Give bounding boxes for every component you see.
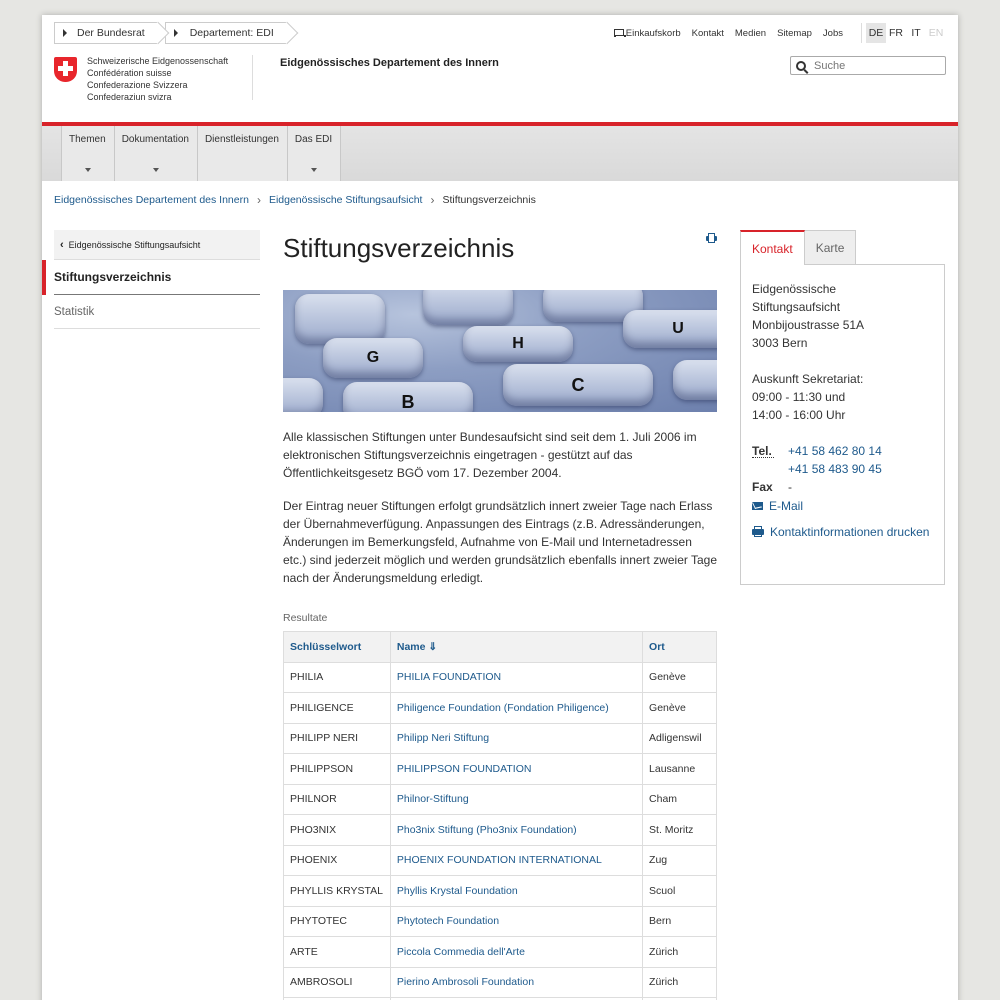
address-line: Eidgenössische <box>752 282 837 296</box>
table-header-row <box>284 632 717 663</box>
print-icon <box>752 526 764 537</box>
sidebar <box>54 230 260 329</box>
search-input[interactable] <box>814 60 934 72</box>
cell-schluesselwort: AMBROSOLI <box>284 967 391 998</box>
logo-line: Confederaziun svizra <box>87 92 172 102</box>
key-h: H <box>463 326 573 362</box>
service-link-jobs[interactable]: Jobs <box>822 28 843 39</box>
hero-image-keyboard <box>283 290 717 412</box>
caret-right-icon <box>63 29 67 37</box>
contact-tabs <box>740 230 945 265</box>
nav-label: Dokumentation <box>121 134 189 145</box>
top-breadcrumb <box>54 22 286 44</box>
cell-schluesselwort: PHILIPP NERI <box>284 723 391 754</box>
table-row <box>284 967 717 998</box>
nav-das-edi[interactable] <box>287 126 341 181</box>
key <box>295 294 385 344</box>
cell-schluesselwort: PHILIGENCE <box>284 693 391 724</box>
key-u: U <box>623 310 717 348</box>
table-row <box>284 754 717 785</box>
cell-name-link[interactable]: Philipp Neri Stiftung <box>390 723 642 754</box>
chevron-right-icon: › <box>256 193 261 207</box>
service-link-sitemap[interactable]: Sitemap <box>777 28 812 39</box>
logo-text <box>87 55 228 103</box>
email-label: E-Mail <box>769 499 804 513</box>
contact-address <box>752 280 933 352</box>
sidebar-back-label: Eidgenössische Stiftungsaufsicht <box>68 239 201 250</box>
tel-number-1[interactable]: +41 58 462 80 14 <box>788 444 882 458</box>
page <box>42 15 958 1000</box>
contact-panel <box>740 230 945 585</box>
cell-schluesselwort: PHILIPPSON <box>284 754 391 785</box>
chevron-left-icon: ‹ <box>60 238 64 251</box>
table-row <box>284 937 717 968</box>
print-icon[interactable] <box>706 233 717 243</box>
table-row <box>284 784 717 815</box>
column-header-schluesselwort[interactable]: Schlüsselwort <box>284 632 391 663</box>
swiss-logo[interactable] <box>54 55 228 103</box>
cart-icon <box>613 28 623 37</box>
caret-down-icon <box>153 168 159 172</box>
service-nav <box>602 28 843 39</box>
cell-ort: Bern <box>643 906 717 937</box>
cell-ort: Zug <box>643 845 717 876</box>
address-line: Stiftungsaufsicht <box>752 300 841 314</box>
cell-name-link[interactable]: PHOENIX FOUNDATION INTERNATIONAL <box>390 845 642 876</box>
intro-paragraph-1: Alle klassischen Stiftungen unter Bundesaufsicht sind seit dem 1. Juli 2006 im elektronischen Stiftungsverzeichnis eingetragen - gestützt auf das Öffentlichkeitsgesetz BGÖ vom 17. Dezember 2004. <box>283 430 697 480</box>
cell-schluesselwort: PHILNOR <box>284 784 391 815</box>
tab-karte[interactable]: Karte <box>805 230 857 265</box>
tab-kontakt[interactable]: Kontakt <box>740 230 805 265</box>
tel-label: Tel. <box>752 442 774 458</box>
table-row <box>284 876 717 907</box>
top-breadcrumb-label: Der Bundesrat <box>77 27 145 39</box>
cell-schluesselwort: PHOENIX <box>284 845 391 876</box>
sidebar-back-link[interactable] <box>54 230 260 260</box>
hours-line: Auskunft Sekretariat: <box>752 372 864 386</box>
table-row <box>284 693 717 724</box>
tel-row <box>752 442 933 478</box>
cart-link[interactable] <box>613 28 681 39</box>
cell-ort: Zürich <box>643 937 717 968</box>
results-label: Resultate <box>283 612 328 624</box>
breadcrumb-edi[interactable]: Eidgenössisches Departement des Innern <box>54 194 249 206</box>
sidebar-item-stiftungsverzeichnis[interactable]: Stiftungsverzeichnis <box>54 260 260 295</box>
print-contact-label: Kontaktinformationen drucken <box>770 525 930 539</box>
lang-de[interactable]: DE <box>866 23 886 43</box>
results-table <box>283 631 717 1000</box>
cell-name-link[interactable]: Pierino Ambrosoli Foundation <box>390 967 642 998</box>
nav-label: Dienstleistungen <box>204 134 279 145</box>
key <box>423 290 513 325</box>
main-content <box>283 230 717 1000</box>
breadcrumb <box>54 193 536 207</box>
department-title[interactable]: Eidgenössisches Departement des Innern <box>280 57 499 69</box>
top-breadcrumb-departement[interactable] <box>165 22 286 44</box>
table-row <box>284 723 717 754</box>
table-row <box>284 815 717 846</box>
nav-themen[interactable] <box>61 126 114 181</box>
tel-number-2[interactable]: +41 58 483 90 45 <box>788 462 882 476</box>
cell-schluesselwort: PHILIA <box>284 662 391 693</box>
cell-ort: Genève <box>643 693 717 724</box>
cell-name-link[interactable]: PHILIA FOUNDATION <box>390 662 642 693</box>
logo-divider <box>252 55 253 100</box>
swiss-flag-icon <box>54 57 77 82</box>
top-breadcrumb-label: Departement: EDI <box>189 27 274 39</box>
cell-ort: Lausanne <box>643 754 717 785</box>
table-row <box>284 845 717 876</box>
cart-label: Einkaufskorb <box>625 28 681 39</box>
lang-fr[interactable]: FR <box>889 27 903 39</box>
hours-line: 14:00 - 16:00 Uhr <box>752 408 846 422</box>
nav-dienstleistungen[interactable] <box>197 126 287 181</box>
key-b: B <box>343 382 473 412</box>
breadcrumb-stiftungsaufsicht[interactable]: Eidgenössische Stiftungsaufsicht <box>268 194 423 206</box>
key-c: C <box>503 364 653 406</box>
cell-schluesselwort: PHYTOTEC <box>284 906 391 937</box>
cell-ort: St. Moritz <box>643 815 717 846</box>
logo-line: Confédération suisse <box>87 68 172 78</box>
search-icon[interactable] <box>796 61 806 71</box>
print-contact-link[interactable] <box>752 523 933 541</box>
logo-line: Confederazione Svizzera <box>87 80 188 90</box>
nav-label: Themen <box>69 134 106 145</box>
cell-name-link[interactable]: Piccola Commedia dell'Arte <box>390 937 642 968</box>
cell-name-link[interactable]: Pho3nix Stiftung (Pho3nix Foundation) <box>390 815 642 846</box>
cell-ort: Cham <box>643 784 717 815</box>
fax-label: Fax <box>752 480 773 494</box>
email-link[interactable] <box>752 497 933 515</box>
caret-down-icon <box>311 168 317 172</box>
envelope-icon <box>752 502 763 510</box>
cell-name-link[interactable]: Philigence Foundation (Fondation Philigence) <box>390 693 642 724</box>
table-row <box>284 662 717 693</box>
cell-ort: Scuol <box>643 876 717 907</box>
main-nav <box>42 126 958 181</box>
cell-ort: Genève <box>643 662 717 693</box>
nav-label: Das EDI <box>294 134 333 145</box>
page-title: Stiftungsverzeichnis <box>283 233 515 263</box>
service-link-kontakt[interactable]: Kontakt <box>691 28 724 39</box>
cell-name-link[interactable]: Phytotech Foundation <box>390 906 642 937</box>
column-header-name[interactable]: Name ⇓ <box>390 632 642 663</box>
intro-paragraph-2: Der Eintrag neuer Stiftungen erfolgt grundsätzlich innert zweier Tage nach Erlass der Übernahmeverfügung. Anpassungen des Eintrags (z.B. Adressänderungen, Änderungen im Bemerkungsfeld, Aufnahme von E-Mail und Internetadressen etc.) sind jederzeit möglich und werden grundsätzlich ebenfalls innert zweier Tage nach der Änderungsmeldung erledigt. <box>283 499 718 585</box>
cell-name-link[interactable]: Philnor-Stiftung <box>390 784 642 815</box>
key <box>673 360 717 400</box>
nav-dokumentation[interactable] <box>114 126 197 181</box>
address-line: 3003 Bern <box>752 336 808 350</box>
hours-line: 09:00 - 11:30 und <box>752 390 846 404</box>
fax-value: - <box>788 480 792 494</box>
address-line: Monbijoustrasse 51A <box>752 318 865 332</box>
search-box[interactable] <box>790 56 946 75</box>
lang-it[interactable]: IT <box>911 27 921 39</box>
column-header-ort[interactable]: Ort <box>643 632 717 663</box>
table-row <box>284 906 717 937</box>
cell-ort: Adligenswil <box>643 723 717 754</box>
sidebar-item-statistik[interactable]: Statistik <box>54 295 260 329</box>
logo-line: Schweizerische Eidgenossenschaft <box>87 56 229 66</box>
cell-ort: Zürich <box>643 967 717 998</box>
cell-name-link[interactable]: PHILIPPSON FOUNDATION <box>390 754 642 785</box>
tab-spacer <box>856 230 945 265</box>
contact-hours <box>752 370 933 424</box>
fax-row <box>752 478 933 496</box>
service-link-medien[interactable]: Medien <box>734 28 767 39</box>
contact-box <box>740 265 945 585</box>
cell-schluesselwort: ARTE <box>284 937 391 968</box>
caret-down-icon <box>85 168 91 172</box>
cell-schluesselwort: PHYLLIS KRYSTAL <box>284 876 391 907</box>
caret-right-icon <box>174 29 178 37</box>
cell-schluesselwort: PHO3NIX <box>284 815 391 846</box>
top-breadcrumb-bundesrat[interactable] <box>54 22 157 44</box>
key-g: G <box>323 338 423 378</box>
breadcrumb-current: Stiftungsverzeichnis <box>442 194 536 206</box>
key <box>283 378 323 412</box>
cell-name-link[interactable]: Phyllis Krystal Foundation <box>390 876 642 907</box>
lang-en: EN <box>928 27 944 39</box>
language-switcher <box>861 23 946 43</box>
chevron-right-icon: › <box>430 193 435 207</box>
